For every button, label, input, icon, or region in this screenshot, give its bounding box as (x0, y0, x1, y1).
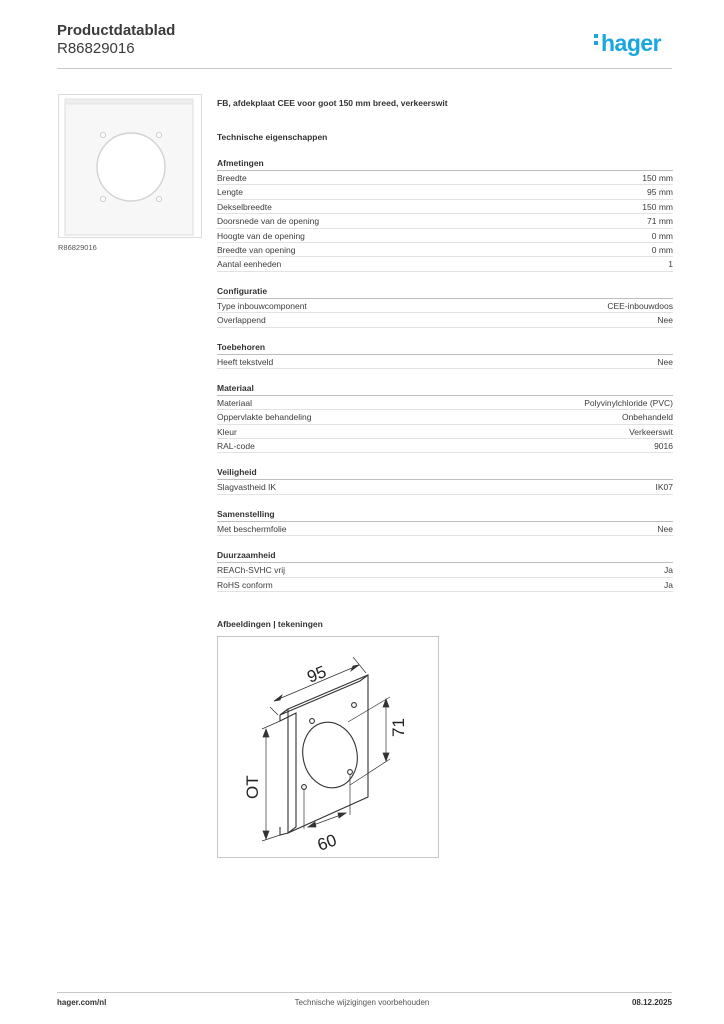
spec-value: Ja (664, 565, 673, 576)
spec-label: RoHS conform (217, 579, 273, 590)
hager-logo (594, 30, 661, 57)
logo-text: hager (601, 30, 662, 56)
spec-section (217, 382, 673, 454)
spec-row (217, 257, 673, 271)
section-title: Samenstelling (217, 508, 673, 522)
spec-section (217, 549, 673, 592)
spec-value: Onbehandeld (621, 412, 673, 423)
spec-section (217, 157, 673, 272)
spec-row (217, 563, 673, 577)
section-title: Toebehoren (217, 341, 673, 355)
footer-website-link[interactable]: hager.com/nl (57, 998, 107, 1007)
logo-colon-icon (594, 31, 598, 48)
spec-row (217, 229, 673, 243)
spec-label: Slagvastheid IK (217, 482, 277, 493)
spec-section (217, 285, 673, 328)
spec-label: Dekselbreedte (217, 201, 272, 212)
spec-value: IK07 (655, 482, 673, 493)
section-title: Veiligheid (217, 466, 673, 480)
spec-row (217, 185, 673, 199)
dim-label-holes: 60 (314, 830, 340, 855)
spec-label: Lengte (217, 187, 243, 198)
spec-row (217, 313, 673, 327)
spec-value: 71 mm (647, 216, 673, 227)
spec-value: 95 mm (647, 187, 673, 198)
spec-row (217, 214, 673, 228)
dim-label-width: 95 (304, 662, 330, 687)
spec-value: 150 mm (642, 201, 673, 212)
spec-label: Heeft tekstveld (217, 356, 274, 367)
spec-value: 0 mm (651, 244, 673, 255)
spec-label: Breedte van opening (217, 244, 296, 255)
header-divider (57, 68, 672, 69)
section-title: Configuratie (217, 285, 673, 299)
cover-plate-icon (59, 95, 201, 237)
spec-label: Aantal eenheden (217, 259, 282, 270)
product-thumbnail (58, 94, 202, 238)
spec-row (217, 480, 673, 494)
section-title: Afmetingen (217, 157, 673, 171)
spec-row (217, 578, 673, 592)
images-heading: Afbeeldingen | tekeningen (217, 619, 323, 630)
spec-label: REACh-SVHC vrij (217, 565, 286, 576)
spec-row (217, 299, 673, 313)
spec-value: Polyvinylchloride (PVC) (584, 397, 673, 408)
thumbnail-caption: R86829016 (58, 243, 97, 252)
dim-label-diameter: 71 (389, 718, 408, 738)
spec-label: Kleur (217, 426, 237, 437)
spec-value: Nee (657, 315, 673, 326)
spec-section (217, 508, 673, 536)
spec-row (217, 410, 673, 424)
footer-divider (57, 992, 672, 993)
technical-drawing (217, 636, 439, 858)
product-description: FB, afdekplaat CEE voor goot 150 mm breed, verkeerswit (217, 98, 448, 108)
spec-row (217, 425, 673, 439)
spec-row (217, 355, 673, 369)
product-content (217, 96, 673, 858)
spec-value: 150 mm (642, 173, 673, 183)
section-title: Materiaal (217, 382, 673, 396)
footer-note: Technische wijzigingen voorbehouden (294, 998, 430, 1007)
spec-label: Materiaal (217, 397, 252, 408)
spec-value: 9016 (654, 441, 673, 452)
spec-value: Nee (657, 523, 673, 534)
spec-value: 1 (668, 259, 673, 270)
spec-label: Oppervlakte behandeling (217, 412, 312, 423)
dimension-drawing (218, 637, 438, 857)
dim-label-height: OT (243, 775, 262, 800)
technical-properties-heading: Technische eigenschappen (217, 132, 328, 142)
spec-sections (217, 157, 673, 592)
spec-value: 0 mm (651, 230, 673, 241)
spec-value: CEE-inbouwdoos (607, 300, 673, 311)
spec-label: Type inbouwcomponent (217, 300, 307, 311)
product-reference: R86829016 (57, 40, 135, 57)
spec-row (217, 522, 673, 536)
spec-row (217, 200, 673, 214)
spec-section (217, 466, 673, 494)
spec-section (217, 341, 673, 369)
spec-row (217, 439, 673, 453)
spec-value: Ja (664, 579, 673, 590)
spec-label: Breedte (217, 173, 247, 183)
spec-value: Nee (657, 356, 673, 367)
spec-row (217, 396, 673, 410)
spec-value: Verkeerswit (629, 426, 673, 437)
spec-label: Met beschermfolie (217, 523, 287, 534)
spec-label: Hoogte van de opening (217, 230, 305, 241)
spec-row (217, 243, 673, 257)
footer-date: 08.12.2025 (631, 998, 672, 1007)
spec-label: Overlappend (217, 315, 266, 326)
spec-row (217, 171, 673, 185)
spec-label: RAL-code (217, 441, 255, 452)
document-title: Productdatablad (57, 22, 176, 39)
section-title: Duurzaamheid (217, 549, 673, 563)
spec-label: Doorsnede van de opening (217, 216, 320, 227)
